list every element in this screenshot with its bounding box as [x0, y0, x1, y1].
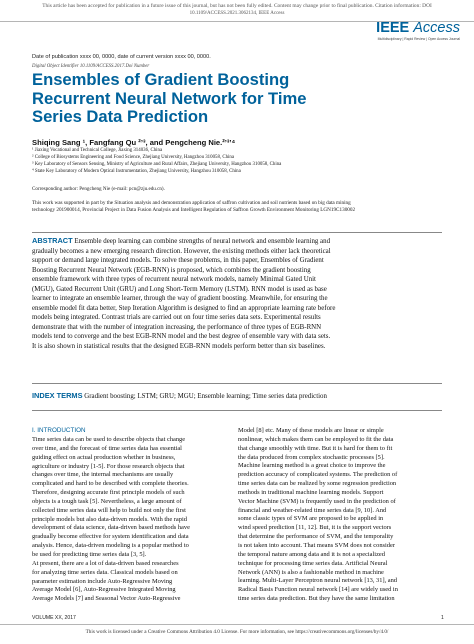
ieee-access-logo	[374, 21, 460, 41]
affiliations	[32, 147, 281, 175]
divider	[32, 410, 442, 411]
body-line: prediction accuracy of complicated systems. The prediction of	[238, 471, 398, 479]
logo-wordmark	[374, 21, 460, 35]
body-line: Model [8] etc. Many of these models are linear or simple	[238, 427, 384, 434]
affiliation: ² College of Biosystems Engineering and Food Science, Zhejiang University, Hangzhou 310058, China	[32, 155, 235, 161]
abstract-text: Ensemble deep learning can combine strengths of neural network and ensemble learning and	[72, 238, 331, 245]
body-line: Vector Machine (SVM) is frequently used in the prediction of	[238, 497, 396, 505]
corresponding-author: Corresponding author: Pengcheng Nie (e-mail: pcn@zju.edu.cn).	[32, 186, 165, 192]
divider	[0, 624, 474, 625]
body-line: development of data science, data-driven based methods have	[32, 524, 190, 532]
acceptance-notice: This article has been accepted for publication in a future issue of this journal, but has not been fully edited. Content may change prior to final publication. Citation information: DOI	[42, 3, 432, 9]
body-line: principle models but also data-driven models. With the rapid	[32, 515, 187, 523]
publication-date: Date of publication xxxx 00, 0000, date of current version xxxx 00, 0000.	[32, 54, 211, 60]
abstract-line: ensemble framework with three types of recurrent neural network models, namely Minimal Gated Unit	[32, 276, 316, 284]
body-line: that change smoothly with time. But it is hard for them to fit	[238, 444, 393, 452]
affiliation: ³ Key Laboratory of Sensors Sensing, Ministry of Agriculture and Rural Affairs, Zhejiang University, Hangzhou 310058, China	[32, 162, 282, 168]
body-line: Time series data can be used to describe objects that change	[32, 436, 186, 443]
index-terms-text: Gradient boosting; LSTM; GRU; MGU; Ensemble learning; Time series data prediction	[82, 393, 327, 400]
body-line: guiding effect on actual production whether in business,	[32, 453, 176, 461]
body-line: learning. Multi-Layer Perceptron neural network [13, 31], and	[238, 577, 398, 585]
title-line: Ensembles of Gradient Boosting	[32, 70, 290, 89]
body-line: collected time series data will help to build not only the first	[32, 506, 186, 514]
index-terms	[32, 391, 327, 400]
body-line: analysis. Hence, data-driven modeling is a popular method to	[32, 542, 189, 550]
body-line: agriculture or industry [1-5]. For those research objects that	[32, 462, 185, 470]
body-line: some classic types of SVM are proposed to be applied in	[238, 515, 384, 523]
divider	[32, 383, 442, 384]
abstract-line: It is also shown in statistical results that the designed EGB-RNN models perform better than six baselines.	[32, 343, 326, 351]
paper-title	[32, 71, 452, 127]
body-line: Machine learning method is a great choice to improve the	[238, 462, 386, 470]
doi-line: Digital Object Identifier 10.1109/ACCESS.2017.Doi Number	[32, 64, 150, 69]
abstract-line	[32, 236, 442, 247]
volume-label: VOLUME XX, 2017	[32, 615, 76, 621]
funding-line: This work was supported in part by the Situation analysis and demonstration application of saffron cultivation and soil nutrients based on big data mining	[32, 200, 351, 206]
section-heading: I. INTRODUCTION	[32, 427, 86, 434]
logo-brand: IEEE	[376, 20, 410, 36]
body-line: the temporal nature among data and it is not a specialized	[238, 550, 385, 558]
body-line: nonlinear, which makes them can be employed to fit the data	[238, 435, 394, 443]
body-line: objects is a tough task [5]. Nevertheless, a large amount of	[32, 497, 182, 505]
title-line: Recurrent Neural Network for Time	[32, 88, 307, 108]
body-line: be used for predicting time series data [3, 5].	[32, 550, 147, 558]
license-notice: This work is licensed under a Creative Commons Attribution 4.0 License. For more information, see https://creativecommons.org/licenses/by/4.0/	[85, 629, 389, 635]
page-number: 1	[441, 615, 444, 621]
abstract-line: demonstrate that with the number of integration increasing, the performance of three types of EGB-RNN	[32, 323, 322, 331]
body-line: for analyzing time series data. Classical models based on	[32, 568, 178, 576]
body-line: complicated and hard to be described with complete theories.	[32, 480, 189, 488]
abstract	[32, 236, 442, 352]
body-line: financial and weather-related time series data [9, 10]. And	[238, 506, 387, 514]
body-line: Therefore, designing accurate first principle models of such	[32, 489, 185, 497]
body-line: Average Model [6], Auto-Regressive Integrated Moving	[32, 586, 176, 594]
body-line: At present, there are a lot of data-driven based researches	[32, 559, 179, 567]
funding-statement	[32, 200, 452, 214]
body-line: wind speed prediction [11, 12]. But, it is the support vectors	[238, 524, 392, 532]
abstract-heading: ABSTRACT	[32, 236, 73, 245]
journal-notice-bar	[0, 0, 474, 22]
abstract-line: ensemble model fit data better, Step Iteration Algorithm is designed to find an appropriate learning rate before	[32, 304, 336, 312]
affiliation: ¹ Jiaxing Vocational and Technical College, Jiaxing 314036, China	[32, 148, 163, 153]
body-line: Radical Basis Function neural network [14] are widely used in	[238, 586, 398, 594]
body-line: parameter estimation include Auto-Regressive Moving	[32, 577, 173, 585]
abstract-line: (MGU), Gated Recurrent Unit (GRU) and Long Short-Term Memory (LSTM). RNN model is used as base	[32, 285, 327, 293]
abstract-line: gradually becomes a new emerging research direction. However, the existing methods either lack theoretical	[32, 247, 331, 255]
body-line: the data produced from complex stochastic processes [5].	[238, 453, 385, 461]
body-line: changes over time, the internal mechanisms are usually	[32, 471, 174, 479]
body-line: over time, and the forecast of time series data has essential	[32, 444, 182, 452]
divider	[32, 232, 442, 233]
citation-doi: 10.1109/ACCESS.2021.3062134, IEEE Access	[189, 11, 285, 16]
body-line: methods in traditional machine learning models. Support	[238, 488, 384, 496]
affiliation: ⁴ State Key Laboratory of Modern Optical Instrumentation, Zhejiang University, Hangzhou 310058, China	[32, 169, 241, 175]
body-line: Average Models [7] and Seasonal Vector Auto-Regressive	[32, 595, 181, 603]
funding-line: technology 201900014, Provincial Project in Data Fusion Analysis and Intelligent Regulation of Saffron Growth Environment Monitoring LGN19C130002	[32, 207, 356, 213]
abstract-line: models being integrated. Contrast trials are carried out on four time series data sets. Experimental results	[32, 314, 321, 322]
body-line: technique for processing time series data. Artificial Neural	[238, 559, 388, 567]
body-column-left	[32, 436, 237, 604]
index-terms-heading: INDEX TERMS	[32, 391, 83, 400]
logo-product: Access	[413, 20, 460, 36]
abstract-line: models tend to converge and the best EGB-RNN model and the best degree of ensemble vary with data sets.	[32, 333, 331, 341]
abstract-line: support or demand large integrated models. To solve these problems, in this paper, Ensembles of Gradient	[32, 257, 324, 265]
body-line: that determine the performance of SVM, and the temporality	[238, 533, 394, 541]
body-line: is not taken into account. That means SVM does not consider	[238, 541, 395, 549]
author-list: Shiqing Sang ¹, Fangfang Qu ²ʼ³, and Pengcheng Nie.²ʼ³ʼ⁴	[32, 138, 236, 147]
logo-tagline: Multidisciplinary | Rapid Review | Open Access Journal	[377, 37, 460, 41]
abstract-line: learner to integrate an ensemble learner, through the way of gradient boosting. Meanwhile, for ensuring the	[32, 295, 328, 303]
body-column-right	[238, 427, 443, 604]
body-line: Network (ANN) is also a fashionable method in machine	[238, 568, 384, 576]
abstract-line: Boosting Recurrent Neural Network (EGB-RNN) is proposed, which combines the gradient boosting	[32, 266, 311, 274]
body-line: gradually become effective for system identification and data	[32, 533, 189, 541]
title-line: Series Data Prediction	[32, 107, 209, 126]
body-line: time series data prediction. But they have the same limitation	[238, 595, 395, 603]
body-line: time series data can be realized by some regression prediction	[238, 480, 397, 488]
